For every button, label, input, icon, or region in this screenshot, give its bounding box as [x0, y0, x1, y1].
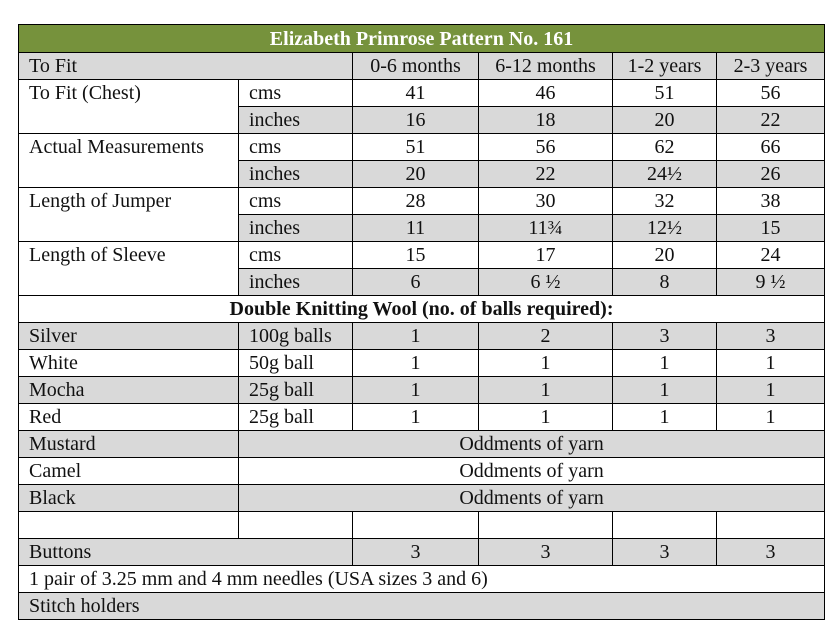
- oddment-row: [19, 458, 825, 485]
- oddment-color: Camel: [19, 458, 239, 485]
- empty-cell: [239, 512, 353, 539]
- value-cell: 20: [353, 161, 479, 188]
- needles-row: [19, 566, 825, 593]
- oddment-row: [19, 431, 825, 458]
- size-header: 6-12 months: [479, 53, 613, 80]
- value-cell: 46: [479, 80, 613, 107]
- wool-color: Silver: [19, 323, 239, 350]
- wool-row: [19, 404, 825, 431]
- size-header: 1-2 years: [613, 53, 717, 80]
- value-cell: 22: [479, 161, 613, 188]
- size-header: 0-6 months: [353, 53, 479, 80]
- measurement-label: To Fit (Chest): [19, 80, 239, 134]
- value-cell: 41: [353, 80, 479, 107]
- wool-color: White: [19, 350, 239, 377]
- measurement-row: [19, 80, 825, 107]
- wool-row: [19, 323, 825, 350]
- value-cell: 1: [613, 350, 717, 377]
- value-cell: 56: [479, 134, 613, 161]
- value-cell: 15: [717, 215, 825, 242]
- stitch-holders-row: [19, 593, 825, 620]
- value-cell: 22: [717, 107, 825, 134]
- value-cell: 9 ½: [717, 269, 825, 296]
- value-cell: 51: [613, 80, 717, 107]
- value-cell: 3: [353, 539, 479, 566]
- value-cell: 3: [613, 539, 717, 566]
- pattern-table: [18, 24, 825, 620]
- value-cell: 1: [613, 404, 717, 431]
- unit-cell: cms: [239, 80, 353, 107]
- wool-ball-size: 25g ball: [239, 404, 353, 431]
- value-cell: 32: [613, 188, 717, 215]
- value-cell: 11: [353, 215, 479, 242]
- unit-cell: inches: [239, 107, 353, 134]
- value-cell: 3: [613, 323, 717, 350]
- pattern-table-wrapper: [18, 24, 824, 620]
- value-cell: 24: [717, 242, 825, 269]
- value-cell: 12½: [613, 215, 717, 242]
- pattern-title: Elizabeth Primrose Pattern No. 161: [19, 25, 825, 53]
- oddment-color: Mustard: [19, 431, 239, 458]
- empty-cell: [479, 512, 613, 539]
- value-cell: 11¾: [479, 215, 613, 242]
- empty-cell: [613, 512, 717, 539]
- oddment-row: [19, 485, 825, 512]
- value-cell: 6: [353, 269, 479, 296]
- value-cell: 6 ½: [479, 269, 613, 296]
- wool-row: [19, 377, 825, 404]
- value-cell: 51: [353, 134, 479, 161]
- measurement-row: [19, 188, 825, 215]
- wool-row: [19, 350, 825, 377]
- empty-row: [19, 512, 825, 539]
- wool-color: Mocha: [19, 377, 239, 404]
- wool-section-heading: Double Knitting Wool (no. of balls required):: [19, 296, 825, 323]
- measurement-row: [19, 134, 825, 161]
- oddment-text: Oddments of yarn: [239, 431, 825, 458]
- measurement-label: Length of Sleeve: [19, 242, 239, 296]
- value-cell: 1: [479, 377, 613, 404]
- measurement-label: Actual Measurements: [19, 134, 239, 188]
- value-cell: 3: [717, 323, 825, 350]
- measurement-row: [19, 242, 825, 269]
- value-cell: 24½: [613, 161, 717, 188]
- unit-cell: inches: [239, 215, 353, 242]
- value-cell: 62: [613, 134, 717, 161]
- value-cell: 1: [613, 377, 717, 404]
- value-cell: 56: [717, 80, 825, 107]
- buttons-label: Buttons: [19, 539, 353, 566]
- value-cell: 1: [479, 350, 613, 377]
- value-cell: 20: [613, 107, 717, 134]
- value-cell: 20: [613, 242, 717, 269]
- value-cell: 3: [479, 539, 613, 566]
- wool-color: Red: [19, 404, 239, 431]
- value-cell: 18: [479, 107, 613, 134]
- value-cell: 66: [717, 134, 825, 161]
- oddment-text: Oddments of yarn: [239, 485, 825, 512]
- wool-ball-size: 25g ball: [239, 377, 353, 404]
- oddment-text: Oddments of yarn: [239, 458, 825, 485]
- wool-section-row: [19, 296, 825, 323]
- value-cell: 38: [717, 188, 825, 215]
- unit-cell: inches: [239, 269, 353, 296]
- value-cell: 16: [353, 107, 479, 134]
- wool-ball-size: 50g ball: [239, 350, 353, 377]
- stitch-holders-text: Stitch holders: [19, 593, 825, 620]
- value-cell: 1: [479, 404, 613, 431]
- needles-text: 1 pair of 3.25 mm and 4 mm needles (USA sizes 3 and 6): [19, 566, 825, 593]
- value-cell: 8: [613, 269, 717, 296]
- value-cell: 15: [353, 242, 479, 269]
- value-cell: 30: [479, 188, 613, 215]
- value-cell: 1: [717, 377, 825, 404]
- value-cell: 1: [717, 404, 825, 431]
- title-row: [19, 25, 825, 53]
- header-row: [19, 53, 825, 80]
- value-cell: 1: [353, 404, 479, 431]
- unit-cell: cms: [239, 242, 353, 269]
- size-header: 2-3 years: [717, 53, 825, 80]
- wool-ball-size: 100g balls: [239, 323, 353, 350]
- header-label: To Fit: [19, 53, 353, 80]
- oddment-color: Black: [19, 485, 239, 512]
- value-cell: 3: [717, 539, 825, 566]
- value-cell: 1: [353, 323, 479, 350]
- unit-cell: cms: [239, 188, 353, 215]
- value-cell: 1: [353, 377, 479, 404]
- value-cell: 2: [479, 323, 613, 350]
- value-cell: 26: [717, 161, 825, 188]
- value-cell: 17: [479, 242, 613, 269]
- empty-cell: [717, 512, 825, 539]
- empty-cell: [353, 512, 479, 539]
- measurement-label: Length of Jumper: [19, 188, 239, 242]
- empty-cell: [19, 512, 239, 539]
- unit-cell: cms: [239, 134, 353, 161]
- value-cell: 1: [353, 350, 479, 377]
- value-cell: 28: [353, 188, 479, 215]
- buttons-row: [19, 539, 825, 566]
- unit-cell: inches: [239, 161, 353, 188]
- value-cell: 1: [717, 350, 825, 377]
